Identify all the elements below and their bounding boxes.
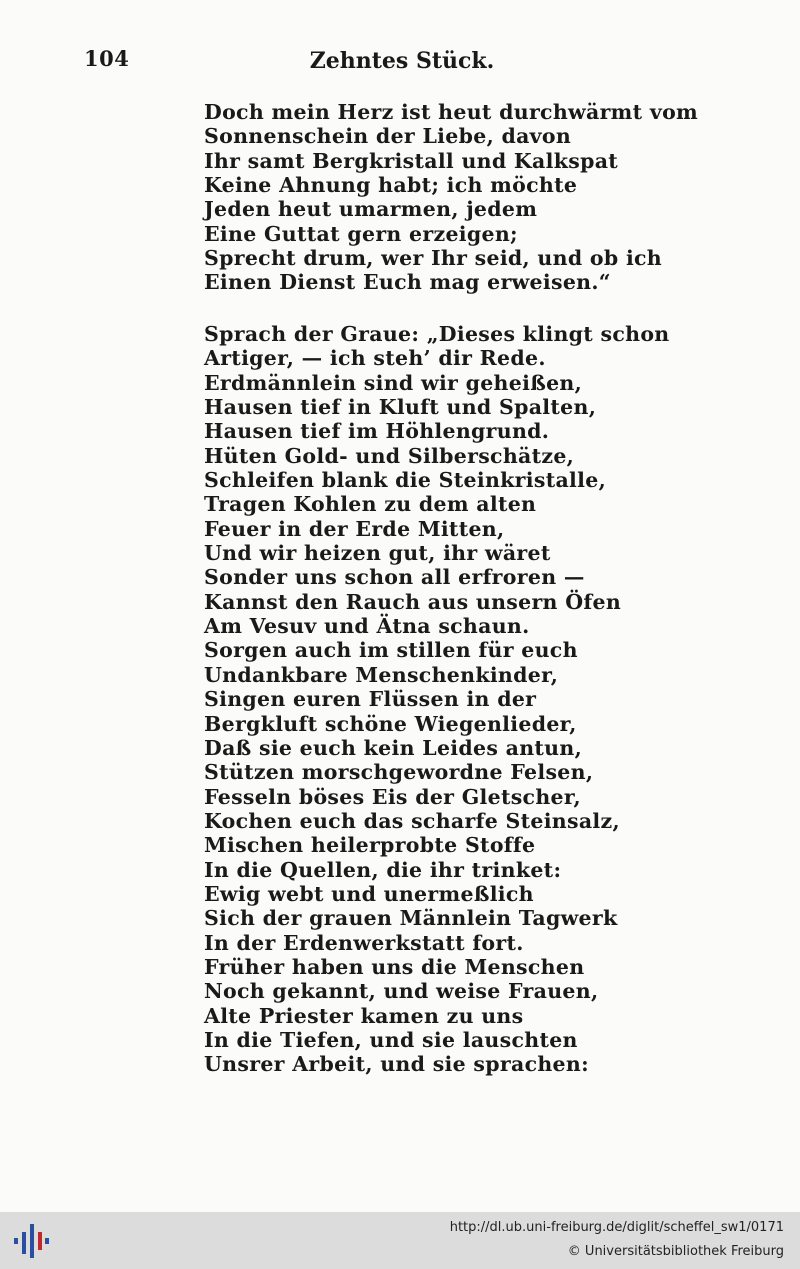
poem-line: Sprecht drum, wer Ihr seid, und ob ich [204,246,663,271]
poem-stanza-2 [204,322,670,1077]
poem-line: Ihr samt Bergkristall und Kalkspat [204,148,619,173]
poem-line: Hausen tief in Kluft und Spalten, [204,395,597,420]
poem-line: In die Quellen, die ihr trinket: [204,857,562,882]
poem-line: Keine Ahnung habt; ich möchte [204,173,578,198]
poem-line: Alte Priester kamen zu uns [204,1003,524,1028]
poem-line: Sprach der Graue: „Dieses klingt schon [204,322,670,346]
poem-line: Eine Guttat gern erzeigen; [204,221,518,246]
poem-line: Hüten Gold- und Silberschätze, [204,443,575,468]
poem-line: Noch gekannt, und weise Frauen, [204,979,599,1004]
poem-line: In der Erdenwerkstatt fort. [204,930,524,955]
poem-line: Hausen tief im Höhlengrund. [204,419,550,444]
poem-line: Stützen morschgewordne Felsen, [204,760,594,785]
poem-line: Fesseln böses Eis der Gletscher, [204,784,581,809]
poem-line: Tragen Kohlen zu dem alten [204,492,537,517]
poem-line: Feuer in der Erde Mitten, [204,516,505,541]
copyright-notice: © Universitätsbibliothek Freiburg [567,1244,784,1259]
poem-line: Daß sie euch kein Leides antun, [204,735,583,760]
poem-line: Einen Dienst Euch mag erweisen.“ [204,270,611,295]
poem-line: Undankbare Menschenkinder, [204,662,559,687]
poem-line: Sorgen auch im stillen für euch [204,638,578,663]
poem-line: Sonnenschein der Liebe, davon [204,124,572,149]
poem-line: Kochen euch das scharfe Steinsalz, [204,808,620,833]
poem-line: Am Vesuv und Ätna schaun. [204,614,530,639]
ub-freiburg-logo-icon[interactable] [12,1222,50,1260]
poem-line: Und wir heizen gut, ihr wäret [204,541,551,566]
poem-line: Doch mein Herz ist heut durchwärmt vom [204,100,699,124]
viewer-footer-bar [0,1212,800,1269]
running-head: Zehntes Stück. [309,48,495,74]
source-url-link[interactable]: http://dl.ub.uni-freiburg.de/diglit/scheffel_sw1/0171 [449,1220,784,1235]
poem-line: In die Tiefen, und sie lauschten [204,1027,578,1052]
poem-line: Bergkluft schöne Wiegenlieder, [204,711,577,736]
poem-line: Kannst den Rauch aus unsern Öfen [204,589,622,614]
poem-line: Jeden heut umarmen, jedem [204,197,538,222]
poem-line: Schleifen blank die Steinkristalle, [204,468,607,493]
poem-line: Unsrer Arbeit, und sie sprachen: [204,1052,589,1077]
poem-line: Ewig webt und unermeßlich [204,881,534,906]
poem-line: Sich der grauen Männlein Tagwerk [204,906,618,931]
poem-line: Mischen heilerprobte Stoffe [204,833,536,858]
poem-line: Erdmännlein sind wir geheißen, [204,370,583,395]
poem-stanza-1 [204,100,698,295]
poem-line: Früher haben uns die Menschen [204,954,585,979]
poem-line: Singen euren Flüssen in der [204,687,537,712]
poem-line: Sonder uns schon all erfroren — [204,565,585,590]
poem-line: Artiger, — ich steh’ dir Rede. [204,346,546,371]
page-number: 104 [84,46,130,71]
